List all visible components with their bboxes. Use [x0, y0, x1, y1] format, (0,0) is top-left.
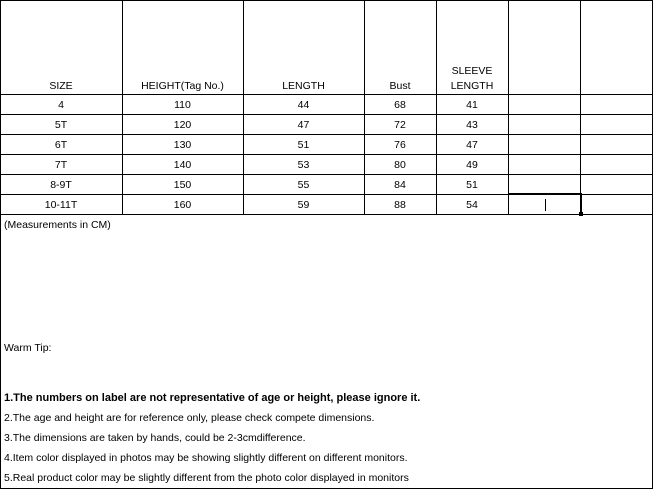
grid-line	[508, 0, 509, 214]
tip-item: 2.The age and height are for reference only, please check compete dimensions.	[4, 412, 375, 424]
measurements-note: (Measurements in CM)	[4, 219, 111, 231]
cell-length[interactable]: 59	[297, 199, 310, 211]
cell-size[interactable]: 10-11T	[44, 199, 78, 211]
cell-bust[interactable]: 68	[394, 99, 406, 111]
cell-length[interactable]: 44	[297, 99, 310, 111]
cell-sleeve[interactable]: 49	[466, 159, 478, 171]
tip-item: 3.The dimensions are taken by hands, could be 2-3cmdifference.	[4, 432, 306, 444]
tip-item: 5.Real product color may be slightly different from the photo color displayed in monitors	[4, 472, 409, 484]
cell-length[interactable]: 47	[297, 119, 310, 131]
grid-line	[0, 134, 653, 135]
cell-bust[interactable]: 88	[394, 199, 406, 211]
fill-handle[interactable]	[579, 212, 583, 216]
cell-sleeve[interactable]: 41	[466, 99, 478, 111]
cell-sleeve[interactable]: 43	[466, 119, 478, 131]
cell-bust[interactable]: 76	[394, 139, 406, 151]
grid-line	[0, 0, 653, 1]
grid-line	[580, 0, 581, 214]
cell-sleeve[interactable]: 54	[466, 199, 478, 211]
cell-height[interactable]: 130	[173, 139, 192, 151]
grid-line	[0, 174, 653, 175]
cell-sleeve[interactable]: 47	[466, 139, 478, 151]
tip-item: 4.Item color displayed in photos may be showing slightly different on different monitors.	[4, 452, 408, 464]
header-height: HEIGHT(Tag No.)	[141, 80, 224, 92]
grid-line	[0, 94, 653, 95]
cell-size[interactable]: 8-9T	[50, 179, 72, 191]
cell-bust[interactable]: 72	[394, 119, 406, 131]
cell-length[interactable]: 53	[297, 159, 310, 171]
cell-size[interactable]: 5T	[54, 119, 68, 131]
cell-length[interactable]: 55	[297, 179, 310, 191]
cell-height[interactable]: 120	[173, 119, 192, 131]
header-size: SIZE	[49, 80, 73, 92]
warm-tip-heading: Warm Tip:	[4, 342, 52, 354]
text-cursor	[545, 199, 546, 211]
cell-size[interactable]: 7T	[54, 159, 68, 171]
grid-line	[0, 114, 653, 115]
cell-bust[interactable]: 80	[394, 159, 406, 171]
header-bust: Bust	[389, 80, 411, 92]
cell-height[interactable]: 140	[173, 159, 192, 171]
cell-bust[interactable]: 84	[394, 179, 406, 191]
header-sleeve-line2: LENGTH	[450, 80, 494, 92]
header-length: LENGTH	[282, 80, 325, 92]
cell-size[interactable]: 6T	[54, 139, 68, 151]
header-sleeve-line1: SLEEVE	[451, 65, 493, 77]
cell-height[interactable]: 150	[173, 179, 192, 191]
grid-line	[0, 0, 1, 489]
cell-sleeve[interactable]: 51	[466, 179, 478, 191]
tip-item: 1.The numbers on label are not representative of age or height, please ignore it.	[4, 392, 421, 404]
cell-height[interactable]: 110	[174, 99, 191, 111]
cell-length[interactable]: 51	[297, 139, 310, 151]
cell-size[interactable]: 4	[58, 99, 64, 111]
cell-height[interactable]: 160	[173, 199, 192, 211]
grid-line	[0, 154, 653, 155]
